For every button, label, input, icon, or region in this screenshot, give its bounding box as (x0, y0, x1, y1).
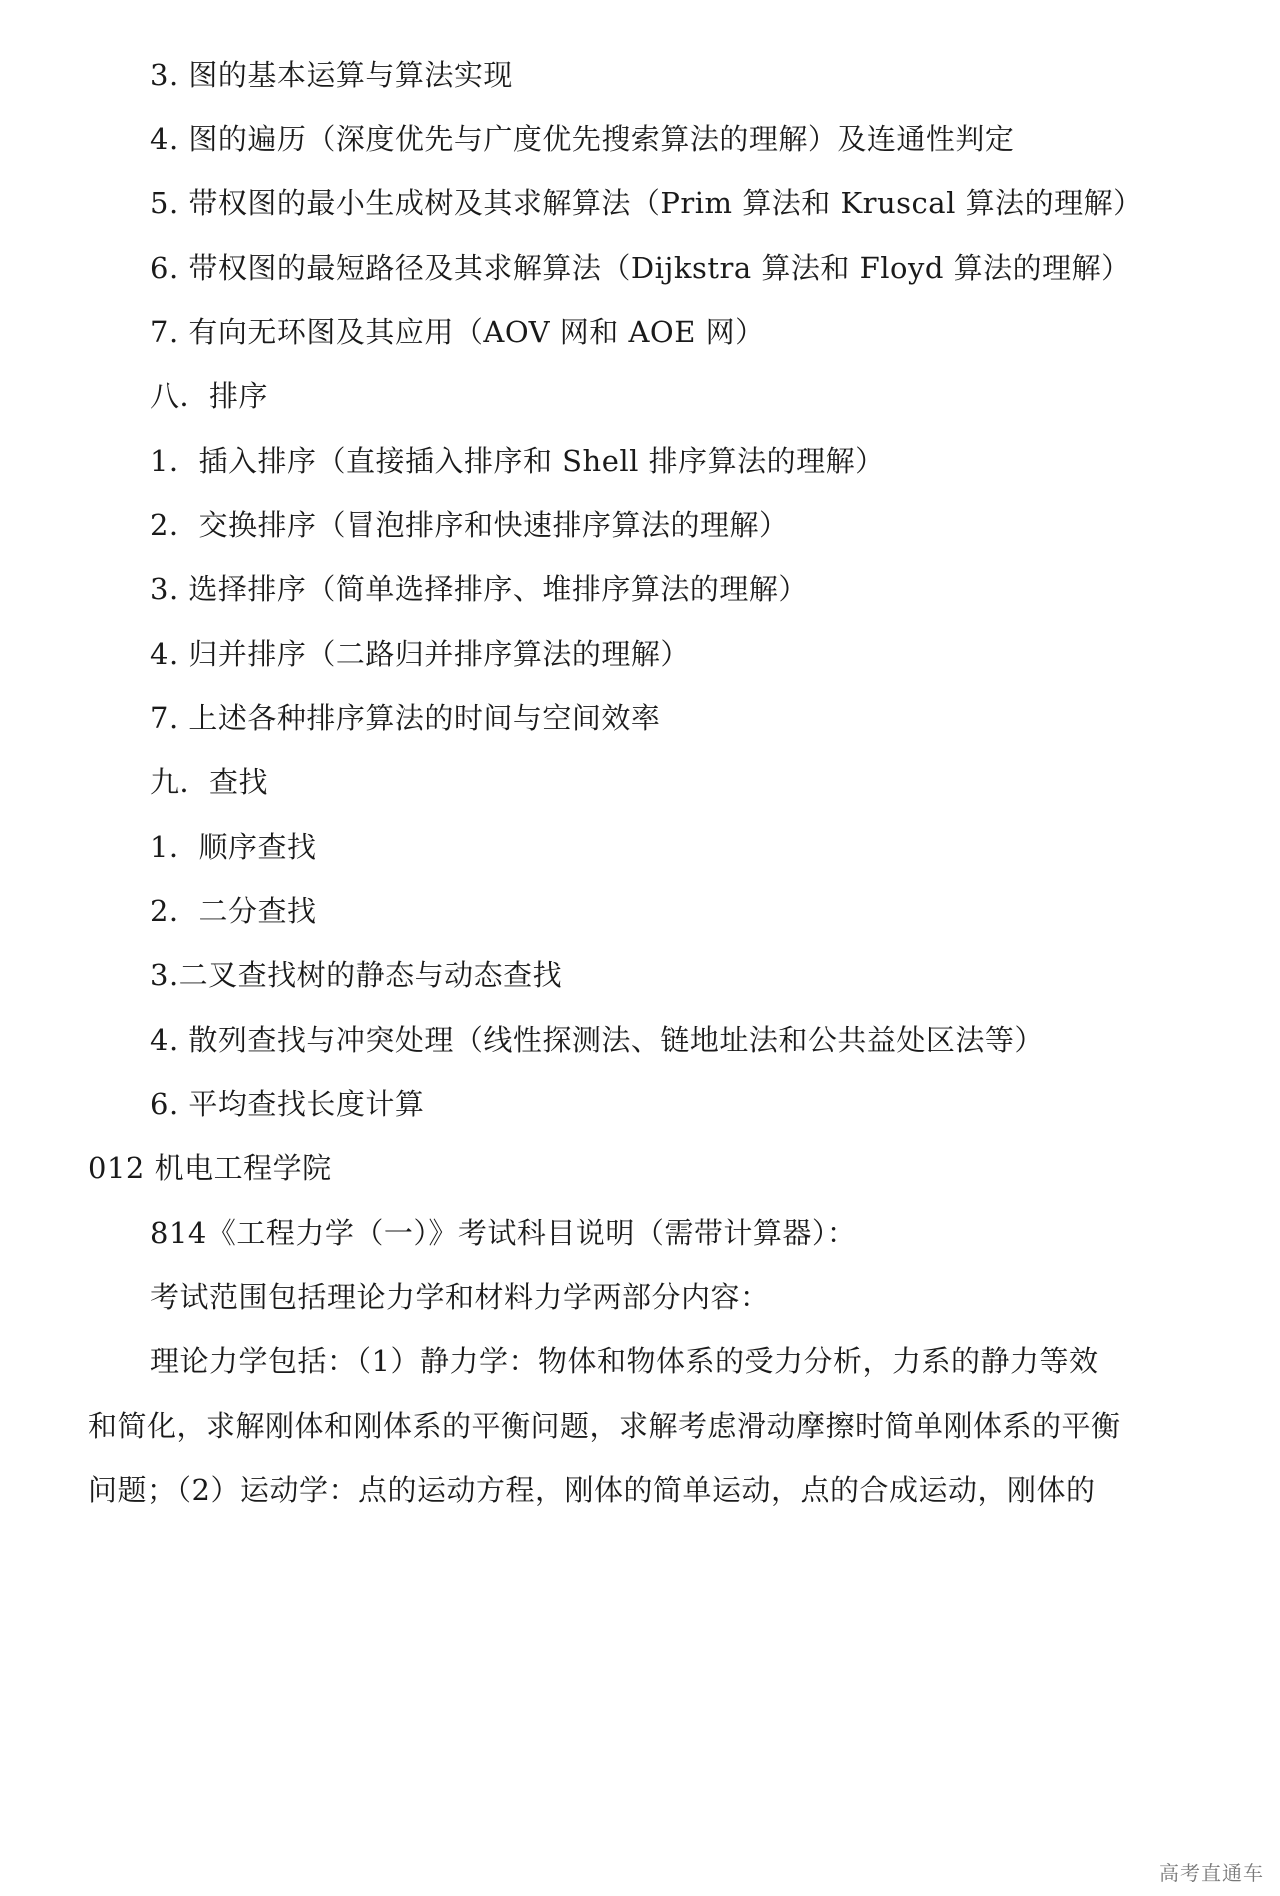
paragraph-line: 和简化，求解刚体和刚体系的平衡问题，求解考虑滑动摩擦时简单刚体系的平衡 (88, 1409, 1121, 1443)
text-line: 7. 有向无环图及其应用（AOV 网和 AOE 网） (150, 315, 765, 349)
department-heading: 012 机电工程学院 (88, 1151, 332, 1185)
section-heading: 九．查找 (150, 765, 269, 799)
watermark: 高考直通车 (1159, 1861, 1264, 1885)
text-line: 3.二叉查找树的静态与动态查找 (150, 958, 563, 992)
text-line: 4. 图的遍历（深度优先与广度优先搜索算法的理解）及连通性判定 (150, 122, 1015, 156)
text-line: 6. 带权图的最短路径及其求解算法（Dijkstra 算法和 Floyd 算法的理解） (150, 251, 1131, 285)
text-line: 1．顺序查找 (150, 830, 317, 864)
text-line: 3. 图的基本运算与算法实现 (150, 58, 513, 92)
text-line: 5. 带权图的最小生成树及其求解算法（Prim 算法和 Kruscal 算法的理解） (150, 186, 1143, 220)
text-line: 7. 上述各种排序算法的时间与空间效率 (150, 701, 661, 735)
text-line: 2．交换排序（冒泡排序和快速排序算法的理解） (150, 508, 789, 542)
text-line: 6. 平均查找长度计算 (150, 1087, 425, 1121)
section-heading: 八．排序 (150, 379, 269, 413)
paragraph-line: 理论力学包括：（1）静力学：物体和物体系的受力分析，力系的静力等效 (150, 1344, 1099, 1378)
paragraph-line: 问题；（2）运动学：点的运动方程，刚体的简单运动，点的合成运动，刚体的 (88, 1473, 1096, 1507)
text-line: 4. 归并排序（二路归并排序算法的理解） (150, 637, 690, 671)
text-line: 1．插入排序（直接插入排序和 Shell 排序算法的理解） (150, 444, 885, 478)
text-line: 4. 散列查找与冲突处理（线性探测法、链地址法和公共益处区法等） (150, 1023, 1044, 1057)
text-line: 3. 选择排序（简单选择排序、堆排序算法的理解） (150, 572, 808, 606)
text-line: 2．二分查找 (150, 894, 317, 928)
text-line: 考试范围包括理论力学和材料力学两部分内容： (150, 1280, 770, 1314)
course-title: 814《工程力学（一）》考试科目说明（需带计算器）： (150, 1216, 857, 1250)
